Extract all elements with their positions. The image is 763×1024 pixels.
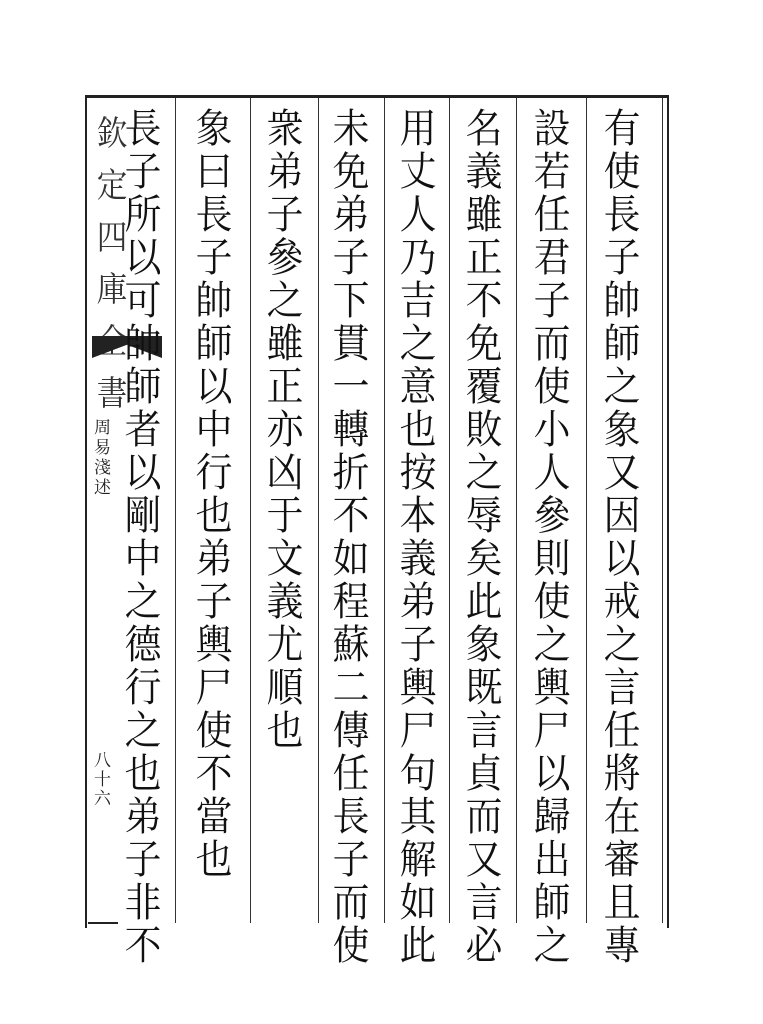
text-glyph: 正 [465, 235, 503, 281]
text-glyph: 當 [195, 794, 233, 840]
text-glyph: 尸 [195, 665, 233, 711]
page-number-glyph: 六 [94, 789, 111, 809]
text-glyph: 且 [603, 880, 641, 926]
text-glyph: 弟 [399, 579, 437, 625]
text-glyph: 折 [332, 450, 370, 496]
text-glyph: 使 [332, 923, 370, 969]
text-glyph: 子 [195, 579, 233, 625]
book-title-glyph: 易 [94, 438, 111, 458]
text-glyph: 不 [332, 493, 370, 539]
text-glyph: 子 [266, 192, 304, 238]
text-glyph: 之 [603, 622, 641, 668]
text-glyph: 象 [603, 407, 641, 453]
text-glyph: 人 [533, 450, 571, 496]
series-title-glyph: 欽 [96, 114, 128, 154]
text-glyph: 覆 [465, 364, 503, 410]
text-glyph: 二 [332, 665, 370, 711]
book-title-glyph: 淺 [94, 458, 111, 478]
text-glyph: 出 [533, 837, 571, 883]
text-glyph: 免 [465, 321, 503, 367]
text-glyph: 弟 [332, 192, 370, 238]
text-glyph: 名 [465, 106, 503, 152]
text-glyph: 義 [399, 536, 437, 582]
column-rule [318, 98, 319, 923]
text-glyph: 則 [533, 536, 571, 582]
text-glyph: 以 [195, 364, 233, 410]
text-glyph: 轉 [332, 407, 370, 453]
text-glyph: 之 [533, 622, 571, 668]
series-title-glyph: 四 [96, 218, 128, 258]
text-glyph: 必 [465, 923, 503, 969]
text-glyph: 亦 [266, 407, 304, 453]
book-title [94, 418, 111, 498]
text-glyph: 免 [332, 149, 370, 195]
text-glyph: 長 [124, 106, 162, 152]
text-glyph: 弟 [266, 149, 304, 195]
text-glyph: 參 [266, 235, 304, 281]
text-column-3 [454, 108, 514, 968]
text-glyph: 之 [266, 278, 304, 324]
page-number-glyph: 十 [94, 770, 111, 790]
text-glyph: 而 [533, 321, 571, 367]
text-glyph: 行 [195, 450, 233, 496]
text-column-2 [522, 108, 582, 968]
text-glyph: 戒 [603, 579, 641, 625]
text-glyph: 使 [603, 149, 641, 195]
text-glyph: 不 [124, 923, 162, 969]
text-glyph: 若 [533, 149, 571, 195]
text-column-6 [255, 108, 315, 753]
text-glyph: 下 [332, 278, 370, 324]
text-glyph: 子 [533, 278, 571, 324]
text-glyph: 如 [332, 536, 370, 582]
text-glyph: 長 [195, 192, 233, 238]
text-glyph: 此 [399, 923, 437, 969]
text-glyph: 師 [603, 321, 641, 367]
text-glyph: 設 [533, 106, 571, 152]
text-glyph: 而 [332, 880, 370, 926]
text-glyph: 又 [603, 450, 641, 496]
text-glyph: 以 [533, 751, 571, 797]
text-glyph: 言 [465, 880, 503, 926]
text-glyph: 象 [465, 622, 503, 668]
text-glyph: 吉 [399, 278, 437, 324]
text-glyph: 衆 [266, 106, 304, 152]
text-glyph: 以 [603, 536, 641, 582]
text-glyph: 言 [465, 708, 503, 754]
text-glyph: 貞 [465, 751, 503, 797]
text-glyph: 審 [603, 837, 641, 883]
text-glyph: 義 [266, 579, 304, 625]
text-glyph: 順 [266, 665, 304, 711]
text-glyph: 人 [399, 192, 437, 238]
text-glyph: 尸 [533, 708, 571, 754]
text-glyph: 在 [603, 794, 641, 840]
text-glyph: 可 [124, 278, 162, 324]
text-glyph: 之 [533, 923, 571, 969]
text-column-8 [113, 108, 173, 968]
column-rule [516, 98, 517, 923]
text-glyph: 參 [533, 493, 571, 539]
text-glyph: 解 [399, 837, 437, 883]
column-rule [384, 98, 385, 923]
column-rule [449, 98, 450, 923]
text-glyph: 中 [195, 407, 233, 453]
text-glyph: 如 [399, 880, 437, 926]
text-glyph: 矣 [465, 536, 503, 582]
column-rule [250, 98, 251, 923]
text-glyph: 師 [195, 321, 233, 367]
text-glyph: 所 [124, 192, 162, 238]
text-glyph: 師 [124, 364, 162, 410]
text-glyph: 貫 [332, 321, 370, 367]
book-title-glyph: 述 [94, 478, 111, 498]
text-glyph: 按 [399, 450, 437, 496]
text-glyph: 傳 [332, 708, 370, 754]
text-glyph: 剛 [124, 493, 162, 539]
text-glyph: 蘇 [332, 622, 370, 668]
text-glyph: 不 [465, 278, 503, 324]
text-glyph: 專 [603, 923, 641, 969]
text-glyph: 輿 [399, 665, 437, 711]
text-glyph: 之 [399, 321, 437, 367]
text-glyph: 非 [124, 880, 162, 926]
text-glyph: 任 [332, 751, 370, 797]
text-glyph: 之 [124, 579, 162, 625]
text-glyph: 其 [399, 794, 437, 840]
column-rule [175, 98, 176, 923]
text-glyph: 未 [332, 106, 370, 152]
text-glyph: 任 [533, 192, 571, 238]
text-glyph: 使 [533, 364, 571, 410]
text-glyph: 既 [465, 665, 503, 711]
text-glyph: 雖 [465, 192, 503, 238]
text-glyph: 又 [465, 837, 503, 883]
text-glyph: 雖 [266, 321, 304, 367]
text-glyph: 意 [399, 364, 437, 410]
text-glyph: 使 [533, 579, 571, 625]
text-glyph: 將 [603, 751, 641, 797]
text-glyph: 句 [399, 751, 437, 797]
text-glyph: 義 [465, 149, 503, 195]
text-glyph: 長 [332, 794, 370, 840]
text-glyph: 此 [465, 579, 503, 625]
text-glyph: 一 [332, 364, 370, 410]
text-glyph: 子 [332, 235, 370, 281]
text-glyph: 而 [465, 794, 503, 840]
text-glyph: 弟 [195, 536, 233, 582]
text-glyph: 辱 [465, 493, 503, 539]
text-glyph: 因 [603, 493, 641, 539]
text-glyph: 者 [124, 407, 162, 453]
text-glyph: 弟 [124, 794, 162, 840]
text-glyph: 也 [124, 751, 162, 797]
text-glyph: 帥 [124, 321, 162, 367]
text-glyph: 以 [124, 450, 162, 496]
text-glyph: 君 [533, 235, 571, 281]
text-glyph: 凶 [266, 450, 304, 496]
text-glyph: 子 [332, 837, 370, 883]
text-glyph: 輿 [533, 665, 571, 711]
text-glyph: 尸 [399, 708, 437, 754]
text-glyph: 子 [124, 149, 162, 195]
text-glyph: 長 [603, 192, 641, 238]
text-glyph: 有 [603, 106, 641, 152]
text-glyph: 師 [533, 880, 571, 926]
series-title-glyph: 庫 [96, 270, 128, 310]
text-column-4 [388, 108, 448, 968]
text-glyph: 子 [399, 622, 437, 668]
text-glyph: 文 [266, 536, 304, 582]
text-glyph: 用 [399, 106, 437, 152]
text-glyph: 也 [195, 493, 233, 539]
text-glyph: 以 [124, 235, 162, 281]
series-title-glyph: 定 [96, 166, 128, 206]
text-glyph: 敗 [465, 407, 503, 453]
text-glyph: 子 [603, 235, 641, 281]
text-glyph: 曰 [195, 149, 233, 195]
text-glyph: 正 [266, 364, 304, 410]
page-number [94, 752, 111, 809]
column-rule [586, 98, 587, 923]
page-number-glyph: 八 [94, 751, 111, 771]
text-glyph: 于 [266, 493, 304, 539]
text-glyph: 乃 [399, 235, 437, 281]
text-glyph: 小 [533, 407, 571, 453]
text-glyph: 象 [195, 106, 233, 152]
text-glyph: 也 [195, 837, 233, 883]
text-glyph: 子 [195, 235, 233, 281]
text-glyph: 也 [399, 407, 437, 453]
text-glyph: 之 [603, 364, 641, 410]
text-glyph: 言 [603, 665, 641, 711]
text-glyph: 程 [332, 579, 370, 625]
text-glyph: 不 [195, 751, 233, 797]
text-glyph: 也 [266, 708, 304, 754]
series-title-glyph: 書 [96, 374, 128, 414]
text-glyph: 尤 [266, 622, 304, 668]
text-column-5 [321, 108, 381, 968]
text-glyph: 中 [124, 536, 162, 582]
text-glyph: 輿 [195, 622, 233, 668]
text-glyph: 行 [124, 665, 162, 711]
column-rule [662, 98, 663, 923]
text-glyph: 子 [124, 837, 162, 883]
text-glyph: 丈 [399, 149, 437, 195]
text-glyph: 歸 [533, 794, 571, 840]
text-glyph: 帥 [603, 278, 641, 324]
book-title-glyph: 周 [94, 418, 111, 438]
text-column-7 [184, 108, 244, 882]
text-glyph: 之 [465, 450, 503, 496]
text-glyph: 任 [603, 708, 641, 754]
text-glyph: 之 [124, 708, 162, 754]
text-glyph: 使 [195, 708, 233, 754]
text-column-1 [592, 108, 652, 968]
text-glyph: 德 [124, 622, 162, 668]
text-glyph: 本 [399, 493, 437, 539]
text-glyph: 帥 [195, 278, 233, 324]
